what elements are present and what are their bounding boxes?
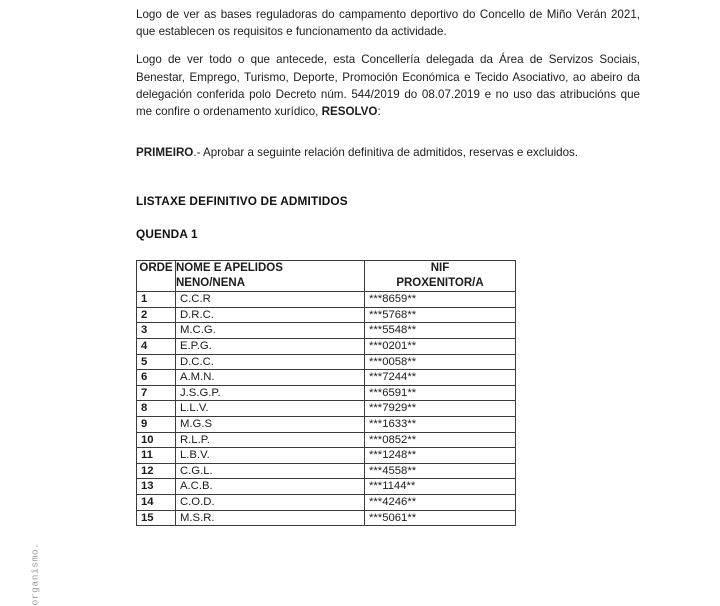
cell-nif-proxenitor: ***1144**: [365, 479, 516, 495]
cell-orde: 10: [137, 432, 176, 448]
cell-orde: 9: [137, 416, 176, 432]
table-row: [137, 510, 516, 526]
table-row: [137, 307, 516, 323]
table-row: [137, 401, 516, 417]
admitidos-table: [136, 260, 516, 526]
table-row: [137, 463, 516, 479]
table-row: [137, 416, 516, 432]
table-row: [137, 432, 516, 448]
cell-nome-apelidos: D.R.C.: [176, 307, 365, 323]
cell-nome-apelidos: C.C.R: [176, 292, 365, 308]
cell-nome-apelidos: E.P.G.: [176, 339, 365, 355]
cell-orde: 12: [137, 463, 176, 479]
document-page: [136, 0, 640, 540]
table-row: [137, 323, 516, 339]
column-header-nome-line2: NENO/NENA: [176, 276, 246, 289]
cell-nome-apelidos: M.G.S: [176, 416, 365, 432]
cell-nif-proxenitor: ***5768**: [365, 307, 516, 323]
paragraph-bases-reguladoras: Logo de ver as bases reguladoras do campamento deportivo do Concello de Miño Verán 2021, que establecen os requisitos e funcionamento da actividade.: [136, 8, 640, 39]
column-header-orde: ORDE: [137, 261, 176, 292]
admitidos-table-body: [137, 292, 516, 526]
cell-orde: 7: [137, 385, 176, 401]
cell-orde: 2: [137, 307, 176, 323]
section-title-listaxe: LISTAXE DEFINITIVO DE ADMITIDOS: [136, 194, 348, 209]
table-row: [137, 448, 516, 464]
column-header-nome: [176, 261, 365, 292]
cell-orde: 4: [137, 339, 176, 355]
cell-orde: 14: [137, 494, 176, 510]
cell-nif-proxenitor: ***6591**: [365, 385, 516, 401]
cell-nif-proxenitor: ***0852**: [365, 432, 516, 448]
resolvo-colon: :: [377, 105, 381, 119]
cell-nif-proxenitor: ***4246**: [365, 494, 516, 510]
column-header-nif: [365, 261, 516, 292]
cell-nome-apelidos: C.G.L.: [176, 463, 365, 479]
cell-nome-apelidos: L.L.V.: [176, 401, 365, 417]
cell-orde: 6: [137, 370, 176, 386]
cell-nome-apelidos: A.M.N.: [176, 370, 365, 386]
table-row: [137, 370, 516, 386]
cell-nif-proxenitor: ***7244**: [365, 370, 516, 386]
cell-nif-proxenitor: ***5061**: [365, 510, 516, 526]
column-header-nome-line1: NOME E APELIDOS: [176, 262, 283, 275]
paragraph-primeiro: [136, 120, 640, 161]
primeiro-label: PRIMEIRO: [136, 146, 194, 160]
table-header-row: [137, 261, 516, 292]
table-row: [137, 494, 516, 510]
cell-orde: 15: [137, 510, 176, 526]
primeiro-text: .- Aprobar a seguinte relación definitiva de admitidos, reservas e excluidos.: [193, 146, 579, 160]
cell-orde: 1: [137, 292, 176, 308]
cell-nif-proxenitor: ***7929**: [365, 401, 516, 417]
margin-vertical-text: organismo.: [29, 542, 41, 606]
cell-nome-apelidos: C.O.D.: [176, 494, 365, 510]
cell-orde: 5: [137, 354, 176, 370]
margin-stamp: [0, 0, 46, 606]
column-header-nif-line2: PROXENITOR/A: [396, 276, 484, 289]
cell-orde: 3: [137, 323, 176, 339]
table-row: [137, 339, 516, 355]
cell-nif-proxenitor: ***1248**: [365, 448, 516, 464]
table-row: [137, 354, 516, 370]
cell-nome-apelidos: J.S.G.P.: [176, 385, 365, 401]
cell-nome-apelidos: M.S.R.: [176, 510, 365, 526]
cell-orde: 11: [137, 448, 176, 464]
resolvo-keyword: RESOLVO: [321, 105, 378, 119]
cell-nif-proxenitor: ***5548**: [365, 323, 516, 339]
cell-nif-proxenitor: ***0058**: [365, 354, 516, 370]
paragraph-concelleria-text: Logo de ver todo o que antecede, esta Concellería delegada da Área de Servizos Sociais, Benestar, Emprego, Turismo, Deporte, Promoción Económica e Tecido Asociativo, ao abeiro da delegación conferida polo Decreto núm. 544/2019 do 08.07.2019 e no uso das atribucións que me confire o ordenamento xurídico,: [136, 53, 640, 119]
table-row: [137, 292, 516, 308]
table-row: [137, 479, 516, 495]
paragraph-concelleria: [136, 40, 640, 120]
cell-nome-apelidos: A.C.B.: [176, 479, 365, 495]
quenda-title: QUENDA 1: [136, 227, 198, 242]
cell-orde: 8: [137, 401, 176, 417]
cell-nif-proxenitor: ***8659**: [365, 292, 516, 308]
cell-nif-proxenitor: ***1633**: [365, 416, 516, 432]
cell-orde: 13: [137, 479, 176, 495]
cell-nif-proxenitor: ***4558**: [365, 463, 516, 479]
cell-nome-apelidos: D.C.C.: [176, 354, 365, 370]
column-header-nif-line1: NIF: [430, 262, 450, 275]
cell-nome-apelidos: R.L.P.: [176, 432, 365, 448]
cell-nome-apelidos: M.C.G.: [176, 323, 365, 339]
table-row: [137, 385, 516, 401]
cell-nome-apelidos: L.B.V.: [176, 448, 365, 464]
cell-nif-proxenitor: ***0201**: [365, 339, 516, 355]
